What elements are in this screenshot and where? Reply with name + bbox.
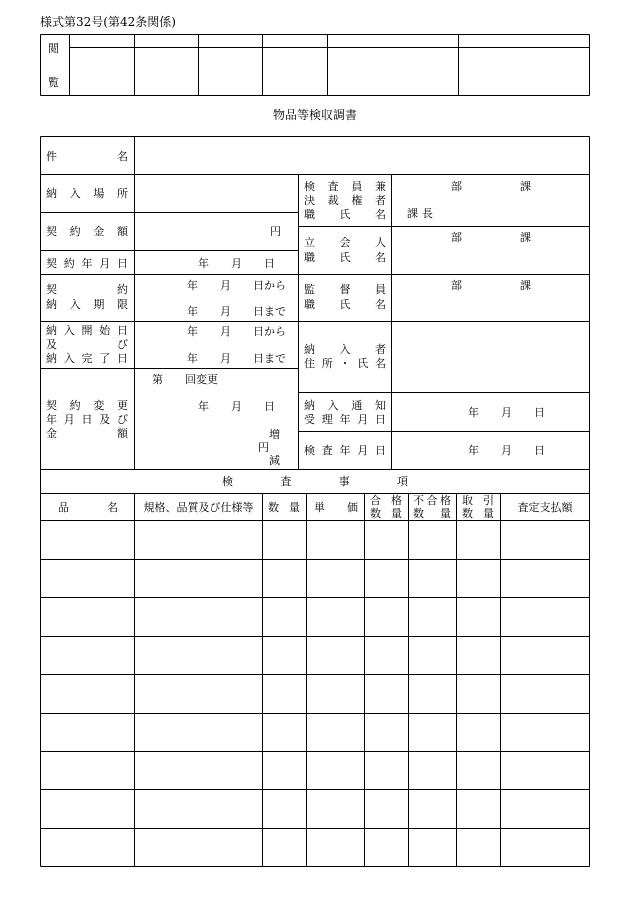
contract-change-label-1: 契約変更: [46, 399, 128, 412]
supervisor-label-1: 監督員: [304, 283, 386, 296]
case-name-field[interactable]: [135, 137, 588, 174]
table-row[interactable]: [41, 675, 589, 713]
witness-section: 課: [520, 231, 531, 244]
table-row[interactable]: [41, 598, 589, 636]
inspector-label-3: 職氏名: [304, 208, 386, 221]
col-header-trade-qty-1: 取引: [462, 494, 494, 507]
contract-amount-label: 契約金額: [46, 225, 128, 238]
col-header-passed-qty-2: 数量: [370, 507, 402, 520]
contract-change-increase: 増: [269, 428, 280, 441]
contract-change-round: 第 回変更: [152, 373, 218, 386]
deliverer-label-1: 納入者: [304, 343, 386, 356]
witness-label-1: 立会人: [304, 236, 386, 249]
col-header-unit-price: 単価: [314, 501, 358, 514]
table-row[interactable]: [41, 829, 589, 866]
inspection-date-label: 検査年月日: [304, 444, 386, 457]
delivery-deadline-label-bottom: 納入期限: [46, 298, 128, 311]
inspection-items-header: 検査事項: [222, 475, 408, 488]
delivery-period-label-3: 納入完了日: [46, 352, 128, 365]
deliverer-field[interactable]: [392, 322, 588, 392]
table-row[interactable]: [41, 521, 589, 559]
delivery-period-label-1: 納入開始日: [46, 324, 128, 337]
inspector-chief: 課長: [407, 207, 437, 220]
col-header-assessed-payment: 査定支払額: [517, 501, 573, 514]
contract-amount-unit: 円: [270, 225, 281, 238]
contract-date-label: 契約年月日: [46, 257, 128, 270]
witness-label-2: 職氏名: [304, 251, 386, 264]
col-header-trade-qty-2: 数量: [462, 507, 494, 520]
table-row[interactable]: [41, 637, 589, 674]
col-header-quantity: 数量: [268, 501, 300, 514]
col-header-failed-qty-2: 数量: [413, 507, 451, 520]
supervisor-dept: 部: [451, 279, 462, 292]
supervisor-section: 課: [520, 279, 531, 292]
page-title: 物品等検収調書: [272, 108, 357, 122]
contract-date-value: 年 月 日: [198, 257, 275, 270]
inspector-dept: 部: [451, 180, 462, 193]
delivery-notice-value: 年 月 日: [468, 406, 545, 419]
col-header-item-name: 品名: [58, 501, 118, 514]
contract-change-decrease: 減: [269, 454, 280, 467]
col-header-failed-qty-1: 不合格: [413, 494, 451, 507]
col-header-spec: 規格、品質及び仕様等: [143, 501, 254, 514]
col-header-passed-qty-1: 合格: [370, 494, 402, 507]
delivery-deadline-label-top: 契約: [46, 283, 128, 296]
case-name-label: 件名: [46, 150, 128, 163]
delivery-period-label-2: 及び: [46, 338, 128, 351]
table-row[interactable]: [41, 752, 589, 789]
delivery-period-from: 年 月 日から: [187, 325, 286, 338]
circulation-label-bottom: 覧: [48, 76, 59, 89]
table-row[interactable]: [41, 714, 589, 751]
delivery-deadline-to: 年 月 日まで: [187, 305, 286, 318]
contract-change-label-2: 年月日及び: [46, 413, 128, 426]
deliverer-label-2: 住所・氏名: [304, 357, 386, 370]
delivery-place-label: 納入場所: [46, 187, 128, 200]
supervisor-label-2: 職氏名: [304, 298, 386, 311]
table-row[interactable]: [41, 560, 589, 597]
contract-change-date: 年 月 日: [198, 400, 275, 413]
inspector-label-2: 決裁権者: [304, 194, 386, 207]
form-number: 様式第32号(第42条関係): [40, 15, 176, 29]
inspector-section: 課: [520, 180, 531, 193]
delivery-place-field[interactable]: [135, 175, 298, 212]
table-row[interactable]: [41, 790, 589, 828]
contract-change-yen: 円: [258, 441, 269, 454]
delivery-notice-label-2: 受理年月日: [304, 413, 386, 426]
delivery-notice-label-1: 納入通知: [304, 399, 386, 412]
witness-dept: 部: [451, 231, 462, 244]
contract-change-label-3: 金額: [46, 427, 128, 440]
delivery-deadline-from: 年 月 日から: [187, 279, 286, 292]
circulation-label-top: 閲: [48, 42, 59, 55]
delivery-period-to: 年 月 日まで: [187, 352, 286, 365]
inspector-label-1: 検査員兼: [304, 180, 386, 193]
inspection-date-value: 年 月 日: [468, 444, 545, 457]
